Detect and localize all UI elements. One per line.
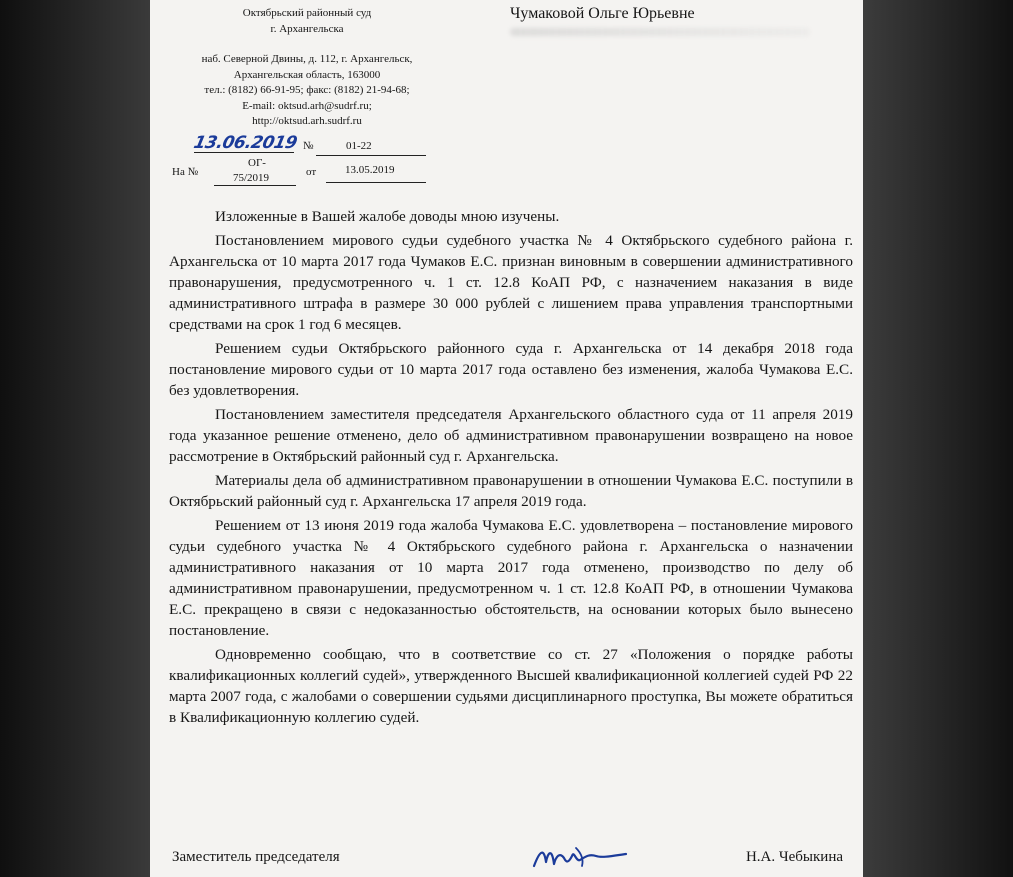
letter-page	[150, 0, 863, 877]
redacted-address	[510, 28, 810, 36]
addressee: Чумаковой Ольге Юрьевне	[510, 5, 695, 22]
reference-date: 13.05.2019	[345, 164, 395, 176]
reference-label: На №	[172, 166, 199, 178]
reference-date-underline	[326, 182, 426, 183]
date-underline	[194, 152, 294, 153]
court-letterhead	[172, 6, 442, 130]
reference-number-line2: 75/2019	[233, 172, 270, 184]
body-paragraph: Решением от 13 июня 2019 года жалоба Чумакова Е.С. удовлетворена – постановление мирового судьи судебного участка № 4 Октябрьского судебного района г. Архангельска о назначении административного наказания от 10 марта 2017 года отменено, производство по делу об административном правонарушении, предусмотренном ч. 1 ст. 12.8 КоАП РФ, в отношении Чумакова Е.С. прекращено в связи с недоказанностью обстоятельств, на основании которых было вынесено постановление.	[169, 517, 853, 639]
court-email: E-mail: oktsud.arh@sudrf.ru;	[242, 99, 372, 112]
body-paragraph: Одновременно сообщаю, что в соответствие со ст. 27 «Положения о порядке работы квалификационных коллегий судей», утвержденного Высшей квалификационной коллегией судей РФ 22 марта 2007 года, с жалобами о совершении судьями дисциплинарного проступка, Вы можете обратиться в Квалификационную коллегию судей.	[169, 646, 853, 726]
court-website: http://oktsud.arh.sudrf.ru	[252, 115, 362, 127]
body-paragraph: Постановлением заместителя председателя Архангельского областного суда от 11 апреля 2019 года указанное решение отменено, дело об административном правонарушении возвращено на новое рассмотрение в Октябрьский районный суд г. Архангельска.	[169, 406, 853, 465]
body-paragraph: Материалы дела об административном правонарушении в отношении Чумакова Е.С. поступили в Октябрьский районный суд г. Архангельска 17 апреля 2019 года.	[169, 472, 853, 510]
handwritten-outgoing-date: 13.06.2019	[191, 133, 299, 153]
court-phone-fax: тел.: (8182) 66-91-95; факс: (8182) 21-94-68;	[204, 84, 410, 96]
signer-name: Н.А. Чебыкина	[745, 849, 843, 865]
reference-number-underline	[214, 185, 296, 186]
body-paragraph: Постановлением мирового судьи судебного участка № 4 Октябрьского судебного района г. Архангельска от 10 марта 2017 года Чумаков Е.С. признан виновным в совершении административного правонарушения, предусмотренного ч. 1 ст. 12.8 КоАП РФ, с назначением наказания в виде административного штрафа в размере 30 000 рублей с лишением права управления транспортными средствами на срок 1 год 6 месяцев.	[169, 232, 853, 333]
body-paragraph: Решением судьи Октябрьского районного суда г. Архангельска от 14 декабря 2018 года постановление мирового судьи от 10 марта 2017 года оставлено без изменения, жалоба Чумакова Е.С. без удовлетворения.	[169, 340, 853, 399]
photo-border-left	[0, 0, 150, 877]
reference-number-line1: ОГ-	[248, 157, 266, 169]
court-address: наб. Северной Двины, д. 112, г. Архангельск,	[201, 53, 413, 65]
court-city: г. Архангельска	[270, 22, 344, 35]
body-paragraph: Изложенные в Вашей жалобе доводы мною изучены.	[215, 208, 560, 225]
signer-title: Заместитель председателя	[172, 849, 340, 865]
photo-border-right	[863, 0, 1013, 877]
reference-from-label: от	[306, 166, 317, 178]
signature-icon	[530, 838, 630, 874]
court-region: Архангельская область, 163000	[233, 68, 381, 81]
court-name: Октябрьский районный суд	[242, 7, 372, 19]
outgoing-number: 01-22	[346, 140, 372, 152]
number-sign: №	[303, 140, 314, 152]
number-underline	[316, 155, 426, 156]
letter-body	[169, 206, 853, 731]
